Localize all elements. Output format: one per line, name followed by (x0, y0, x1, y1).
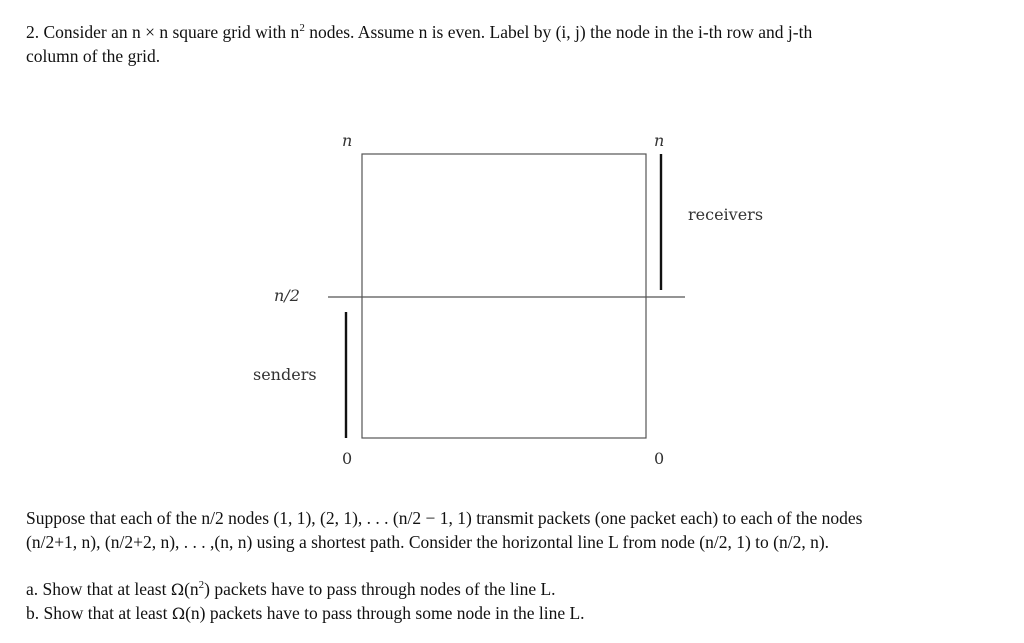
omega-symbol: Ω (170, 580, 185, 599)
part-a (26, 577, 556, 602)
part-a-text-1: a. Show that at least (26, 579, 171, 599)
senders-label: senders (253, 365, 317, 384)
bottom-right-zero-label: 0 (654, 449, 665, 468)
part-b-text-2: (n) packets have to pass through some node in the line L. (185, 603, 585, 623)
problem-text-1: Consider an n × n square grid with n (43, 22, 300, 42)
problem-number: 2. (26, 22, 40, 42)
part-b-text-1: b. Show that at least (26, 603, 172, 623)
mid-n-half-label: n/2 (274, 286, 300, 305)
scenario-text (26, 506, 863, 554)
part-a-text-3: ) packets have to pass through nodes of the line L. (204, 579, 556, 599)
grid-square (362, 154, 646, 438)
bottom-left-zero-label: 0 (342, 449, 353, 468)
superscript: 2 (299, 22, 305, 35)
part-a-text-2: (n (184, 579, 199, 599)
omega-symbol: Ω (171, 604, 186, 623)
top-right-n-label: n (654, 131, 665, 150)
scenario-line-1: Suppose that each of the n/2 nodes (1, 1), (2, 1), . . . (n/2 − 1, 1) transmit packets (one packet each) to each of the nodes (26, 508, 863, 528)
problem-line-2: column of the grid. (26, 46, 161, 66)
superscript: 2 (198, 579, 205, 592)
scenario-line-2: (n/2+1, n), (n/2+2, n), . . . ,(n, n) using a shortest path. Consider the horizontal line L from node (n/2, 1) to (n/2, n). (26, 532, 830, 552)
top-left-n-label: n (342, 131, 353, 150)
part-b (26, 601, 585, 626)
problem-text-1b: nodes. Assume n is even. Label by (i, j) the node in the i-th row and j-th (304, 22, 813, 42)
receivers-label: receivers (688, 205, 764, 224)
